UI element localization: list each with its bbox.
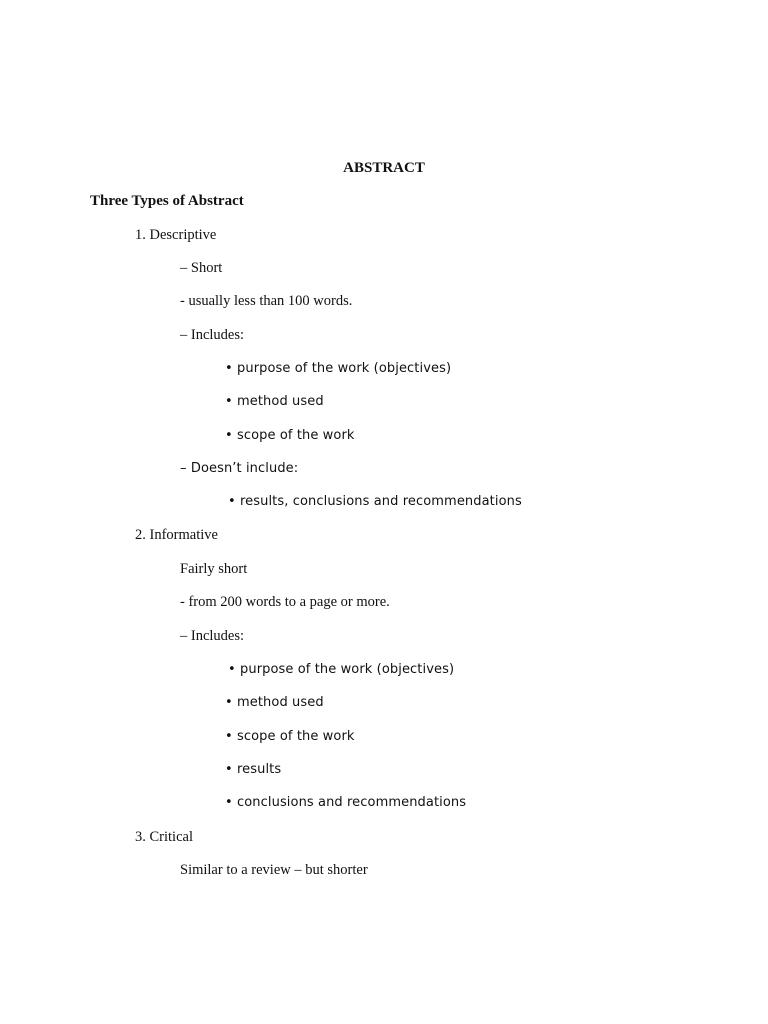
informative-line-includes: – Includes: (180, 628, 245, 644)
type-descriptive-label: 1. Descriptive (135, 227, 217, 243)
informative-line-fairly-short: Fairly short (180, 561, 248, 577)
descriptive-bullet-method: • method used (225, 394, 324, 409)
informative-bullet-results: • results (225, 762, 282, 777)
descriptive-bullet-purpose: • purpose of the work (objectives) (225, 361, 452, 376)
informative-bullet-scope: • scope of the work (225, 729, 355, 744)
descriptive-line-short: – Short (180, 260, 223, 276)
informative-bullet-purpose: • purpose of the work (objectives) (228, 662, 455, 677)
descriptive-line-length: - usually less than 100 words. (180, 293, 353, 309)
section-heading: Three Types of Abstract (90, 193, 244, 209)
descriptive-bullet-scope: • scope of the work (225, 428, 355, 443)
informative-bullet-method: • method used (225, 695, 324, 710)
document-title: ABSTRACT (343, 160, 425, 176)
informative-bullet-conclusions: • conclusions and recommendations (225, 795, 467, 810)
critical-line-review: Similar to a review – but shorter (180, 862, 368, 878)
informative-line-length: - from 200 words to a page or more. (180, 594, 390, 610)
descriptive-line-excludes: – Doesn’t include: (180, 461, 299, 476)
descriptive-bullet-results: • results, conclusions and recommendations (228, 494, 522, 509)
descriptive-line-includes: – Includes: (180, 327, 245, 343)
type-informative-label: 2. Informative (135, 527, 218, 543)
type-critical-label: 3. Critical (135, 829, 193, 845)
